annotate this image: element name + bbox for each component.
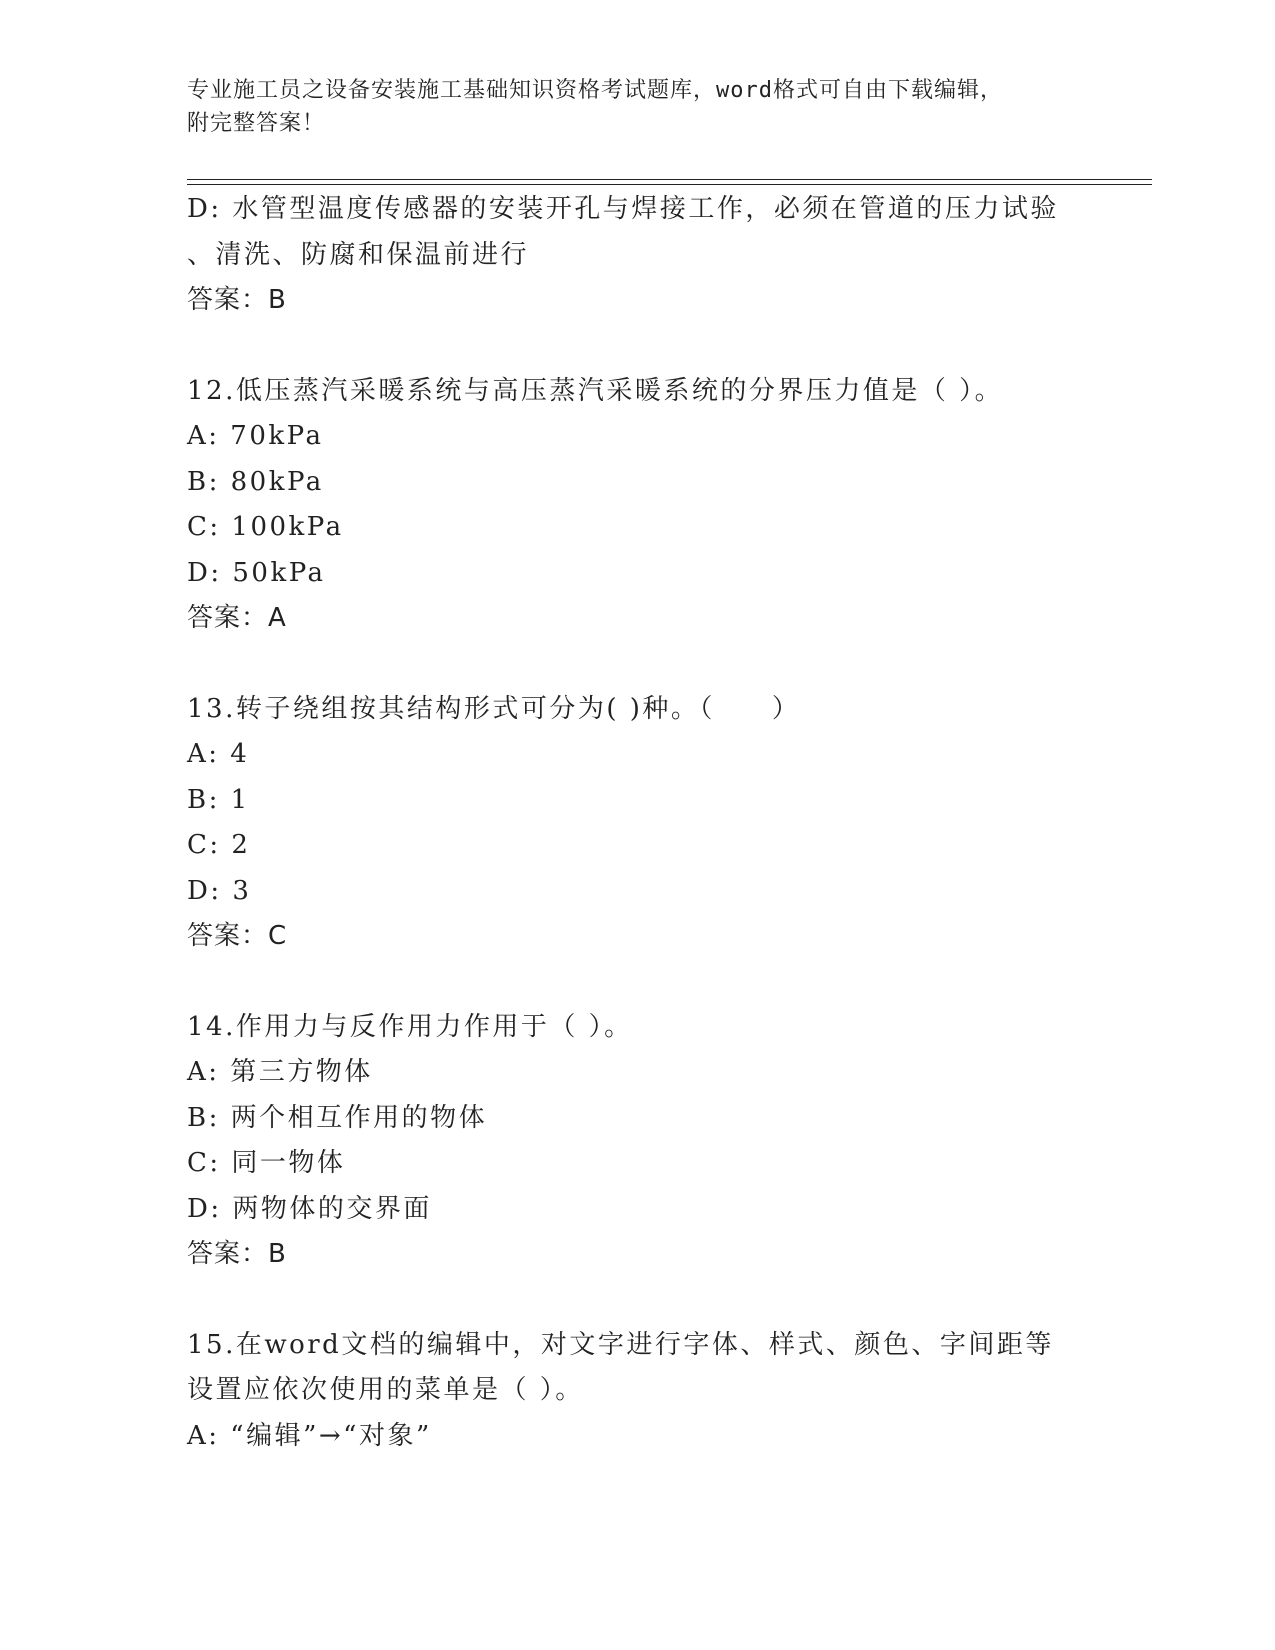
option-d: D: 50kPa <box>187 557 326 588</box>
document-header <box>187 74 1087 140</box>
question-text: 13.转子绕组按其结构形式可分为( )种。（ ） <box>187 693 801 724</box>
option-b: B: 1 <box>187 784 250 815</box>
question-text: 12.低压蒸汽采暖系统与高压蒸汽采暖系统的分界压力值是（ ）。 <box>187 375 1004 406</box>
answer: 答案：A <box>187 603 287 633</box>
question-12 <box>187 369 1087 642</box>
option-d: D: 3 <box>187 875 252 906</box>
option-b: B: 80kPa <box>187 466 324 497</box>
option-d: D: 两物体的交界面 <box>187 1193 432 1224</box>
answer: 答案：B <box>187 285 287 315</box>
answer: 答案：C <box>187 921 288 951</box>
header-divider-top <box>187 179 1152 180</box>
option-d-line-1: D: 水管型温度传感器的安装开孔与焊接工作，必须在管道的压力试验 <box>187 194 1059 224</box>
question-14 <box>187 1005 1087 1278</box>
option-a: A: 第三方物体 <box>187 1057 373 1087</box>
option-a: A: “编辑”→“对象” <box>187 1420 432 1451</box>
header-divider-bottom <box>187 184 1152 185</box>
option-a: A: 4 <box>187 739 250 769</box>
option-d-line-2: 、清洗、防腐和保温前进行 <box>187 239 530 270</box>
question-15 <box>187 1323 1087 1460</box>
question-text: 14.作用力与反作用力作用于（ ）。 <box>187 1011 633 1042</box>
question-text-line-2: 设置应依次使用的菜单是（ ）。 <box>187 1375 584 1405</box>
header-title-line-2: 附完整答案！ <box>187 111 326 136</box>
option-a: A: 70kPa <box>187 421 324 451</box>
header-title-line-1: 专业施工员之设备安装施工基础知识资格考试题库，word格式可自由下载编辑， <box>187 78 1003 103</box>
option-b: B: 两个相互作用的物体 <box>187 1102 488 1133</box>
question-text-line-1: 15.在word文档的编辑中，对文字进行字体、样式、颜色、字间距等 <box>187 1329 1054 1360</box>
option-c: C: 100kPa <box>187 512 344 542</box>
question-list <box>187 187 1087 1459</box>
option-c: C: 同一物体 <box>187 1148 346 1178</box>
option-c: C: 2 <box>187 830 251 860</box>
answer: 答案：B <box>187 1239 287 1269</box>
question-11 <box>187 187 1087 324</box>
question-13 <box>187 687 1087 960</box>
